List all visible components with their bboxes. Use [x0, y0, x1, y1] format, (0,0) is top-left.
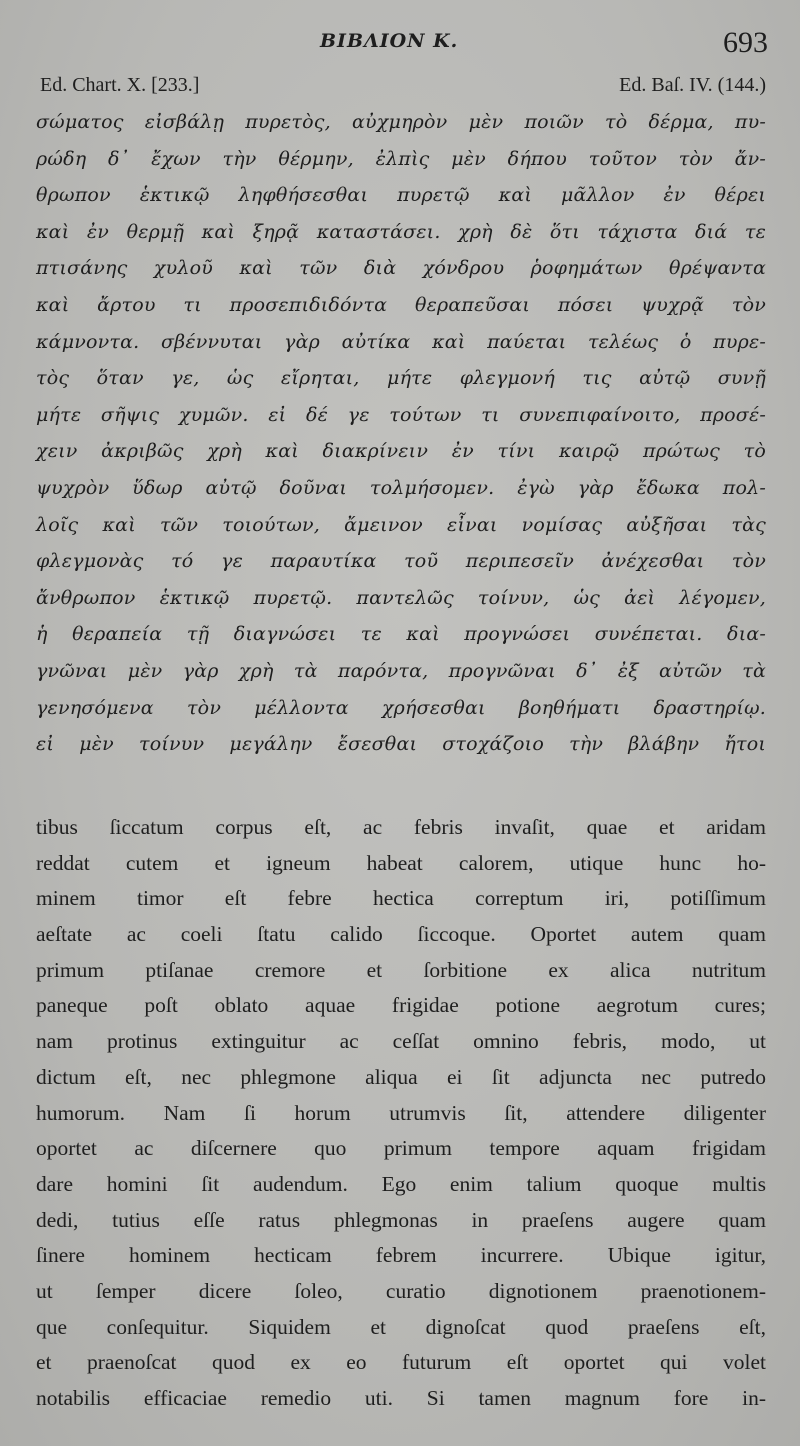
page-number: 693	[723, 26, 768, 59]
latin-line: tibus ſiccatum corpus eſt, ac febris invaſit, quae et aridam	[36, 815, 766, 839]
edition-basel-reference: Ed. Baſ. IV. (144.)	[619, 74, 766, 96]
latin-line: minem timor eſt febre hectica correptum iri, potiſſimum	[36, 886, 766, 911]
greek-line: φλεγμονὰς τό γε παραυτίκα τοῦ περιπεσεῖν ἀνέχεσθαι τὸν	[36, 550, 766, 573]
latin-line: et praenoſcat quod ex eo futurum eſt oportet qui volet	[36, 1350, 766, 1375]
greek-line: μήτε σῆψις χυμῶν. εἰ δέ γε τούτων τι συνεπιφαίνοιτο, προσέ-	[36, 403, 766, 426]
greek-line: καὶ ἄρτου τι προσεπιδιδόντα θεραπεῦσαι πόσει ψυχρᾷ τὸν	[36, 293, 766, 316]
greek-line: τὸς ὅταν γε, ὡς εἴρηται, μήτε φλεγμονή τις αὐτῷ συνῇ	[36, 367, 766, 390]
latin-line: oportet ac diſcernere quo primum tempore aquam frigidam	[36, 1136, 766, 1161]
greek-line: σώματος εἰσβάλῃ πυρετὸς, αὐχμηρὸν μὲν ποιῶν τὸ δέρμα, πυ-	[36, 111, 766, 133]
greek-line: ρώδη δ᾽ ἔχων τὴν θέρμην, ἐλπὶς μὲν δήπου τοῦτον τὸν ἄν-	[36, 147, 766, 170]
page-header	[0, 28, 800, 68]
greek-line: θρωπον ἑκτικῷ ληφθήσεσθαι πυρετῷ καὶ μᾶλλον ἐν θέρει	[36, 184, 766, 207]
latin-line: reddat cutem et igneum habeat calorem, utique hunc ho-	[36, 850, 766, 875]
latin-line: que conſequitur. Siquidem et dignoſcat quod praeſens eſt,	[36, 1314, 766, 1339]
latin-line: dedi, tutius eſſe ratus phlegmonas in praeſens augere quam	[36, 1207, 766, 1232]
latin-line: ut ſemper dicere ſoleo, curatio dignotionem praenotionem-	[36, 1278, 766, 1303]
latin-line: ſinere hominem hecticam febrem incurrere. Ubique igitur,	[36, 1243, 766, 1268]
latin-line: aeſtate ac coeli ſtatu calido ſiccoque. Oportet autem quam	[36, 922, 766, 947]
latin-line: dictum eſt, nec phlegmone aliqua ei ſit adjuncta nec putredo	[36, 1064, 766, 1089]
running-title: ΒΙΒΛΙΟΝ Κ.	[320, 30, 459, 52]
greek-line: εἰ μὲν τοίνυν μεγάλην ἔσεσθαι στοχάζοιο τὴν βλάβην ἤτοι	[36, 733, 766, 756]
latin-translation-block	[36, 810, 766, 1417]
greek-line: πτισάνης χυλοῦ καὶ τῶν διὰ χόνδρου ῥοφημάτων θρέψαντα	[36, 257, 766, 280]
greek-line: καὶ ἐν θερμῇ καὶ ξηρᾷ καταστάσει. χρὴ δὲ ὅτι τάχιστα διά τε	[36, 220, 766, 243]
latin-line: notabilis efficaciae remedio uti. Si tamen magnum fore in-	[36, 1386, 766, 1410]
edition-reference-line	[40, 74, 766, 100]
latin-line: primum ptiſanae cremore et ſorbitione ex alica nutritum	[36, 957, 766, 982]
latin-line: humorum. Nam ſi horum utrumvis ſit, attendere diligenter	[36, 1100, 766, 1125]
latin-line: nam protinus extinguitur ac ceſſat omnino febris, modo, ut	[36, 1029, 766, 1054]
greek-line: γενησόμενα τὸν μέλλοντα χρήσεσθαι βοηθήματι δραστηρίῳ.	[36, 696, 766, 719]
greek-line: ἡ θεραπεία τῇ διαγνώσει τε καὶ προγνώσει συνέπεται. δια-	[36, 623, 766, 646]
latin-line: paneque poſt oblato aquae frigidae potione aegrotum cures;	[36, 993, 766, 1018]
greek-line: γνῶναι μὲν γὰρ χρὴ τὰ παρόντα, προγνῶναι δ᾽ ἐξ αὐτῶν τὰ	[36, 659, 766, 682]
edition-chartier-reference: Ed. Chart. X. [233.]	[40, 74, 200, 96]
greek-line: κάμνοντα. σβέννυται γὰρ αὐτίκα καὶ παύεται τελέως ὁ πυρε-	[36, 330, 766, 353]
latin-line: dare homini ſit audendum. Ego enim talium quoque multis	[36, 1171, 766, 1196]
greek-line: λοῖς καὶ τῶν τοιούτων, ἄμεινον εἶναι νομίσας αὐξῆσαι τὰς	[36, 513, 766, 536]
greek-line: ἄνθρωπον ἑκτικῷ πυρετῷ. παντελῶς τοίνυν, ὡς ἀεὶ λέγομεν,	[36, 586, 766, 609]
greek-line: χειν ἀκριβῶς χρὴ καὶ διακρίνειν ἐν τίνι καιρῷ πρώτως τὸ	[36, 440, 766, 463]
greek-text-block	[36, 104, 766, 763]
greek-line: ψυχρὸν ὕδωρ αὐτῷ δοῦναι τολμήσομεν. ἐγὼ γὰρ ἔδωκα πολ-	[36, 476, 766, 499]
